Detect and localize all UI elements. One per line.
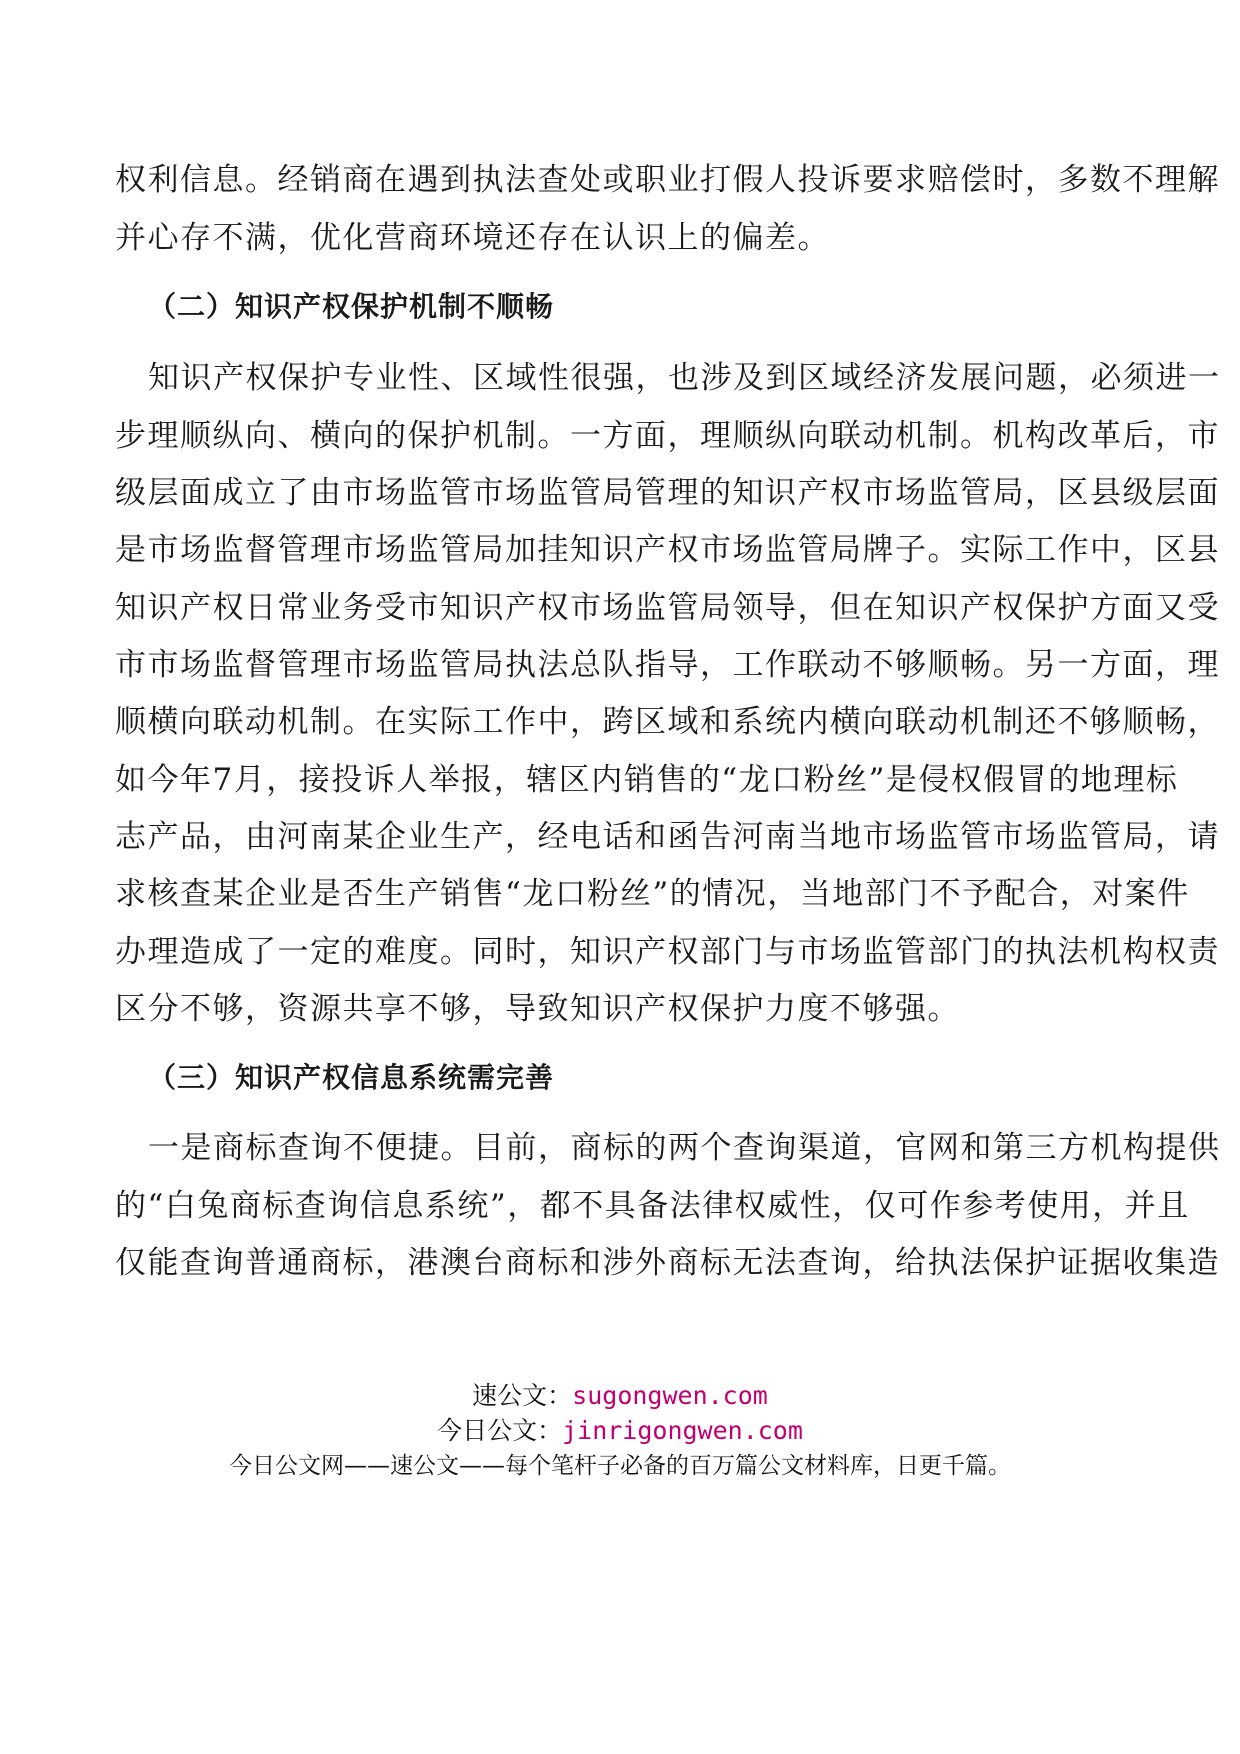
paragraph-line: 区分不够，资源共享不够，导致知识产权保护力度不够强。 bbox=[115, 991, 960, 1027]
footer-line-2 bbox=[0, 1415, 1240, 1447]
footer-label: 速公文： bbox=[472, 1381, 573, 1410]
paragraph-line: 并心存不满，优化营商环境还存在认识上的偏差。 bbox=[115, 220, 830, 256]
paragraph-line: 如今年7月，接投诉人举报，辖区内销售的“龙口粉丝”是侵权假冒的地理标 bbox=[115, 762, 1179, 798]
paragraph-line: 求核查某企业是否生产销售“龙口粉丝”的情况，当地部门不予配合，对案件 bbox=[115, 876, 1190, 912]
footer-url-link[interactable]: sugongwen.com bbox=[572, 1381, 768, 1410]
section-heading-2: （二）知识产权保护机制不顺畅 bbox=[148, 290, 555, 323]
paragraph-line: 级层面成立了由市场监管市场监管局管理的知识产权市场监管局，区县级层面 bbox=[115, 475, 1220, 511]
paragraph-line: 一是商标查询不便捷。目前，商标的两个查询渠道，官网和第三方机构提供 bbox=[148, 1130, 1221, 1166]
paragraph-line: 知识产权日常业务受市知识产权市场监管局领导，但在知识产权保护方面又受 bbox=[115, 590, 1220, 626]
footer-label: 今日公文： bbox=[437, 1416, 563, 1445]
footer-url-link[interactable]: jinrigongwen.com bbox=[562, 1416, 803, 1445]
paragraph-line: 是市场监督管理市场监管局加挂知识产权市场监管局牌子。实际工作中，区县 bbox=[115, 532, 1220, 568]
paragraph-line: 的“白兔商标查询信息系统”，都不具备法律权威性，仅可作参考使用，并且 bbox=[115, 1188, 1190, 1224]
paragraph-line: 步理顺纵向、横向的保护机制。一方面，理顺纵向联动机制。机构改革后，市 bbox=[115, 418, 1220, 454]
paragraph-line: 市市场监督管理市场监管局执法总队指导，工作联动不够顺畅。另一方面，理 bbox=[115, 647, 1220, 683]
paragraph-line: 顺横向联动机制。在实际工作中，跨区域和系统内横向联动机制还不够顺畅， bbox=[115, 704, 1220, 740]
footer-slogan: 今日公文网——速公文——每个笔杆子必备的百万篇公文材料库，日更千篇。 bbox=[229, 1453, 1011, 1479]
section-heading-3: （三）知识产权信息系统需完善 bbox=[148, 1061, 555, 1094]
paragraph-line: 志产品，由河南某企业生产，经电话和函告河南当地市场监管市场监管局，请 bbox=[115, 819, 1220, 855]
paragraph-line: 办理造成了一定的难度。同时，知识产权部门与市场监管部门的执法机构权责 bbox=[115, 934, 1220, 970]
paragraph-line: 权利信息。经销商在遇到执法查处或职业打假人投诉要求赔偿时，多数不理解 bbox=[115, 162, 1220, 198]
paragraph-line: 仅能查询普通商标，港澳台商标和涉外商标无法查询，给执法保护证据收集造 bbox=[115, 1245, 1220, 1281]
paragraph-line: 知识产权保护专业性、区域性很强，也涉及到区域经济发展问题，必须进一 bbox=[148, 360, 1221, 396]
footer-line-1 bbox=[0, 1380, 1240, 1412]
